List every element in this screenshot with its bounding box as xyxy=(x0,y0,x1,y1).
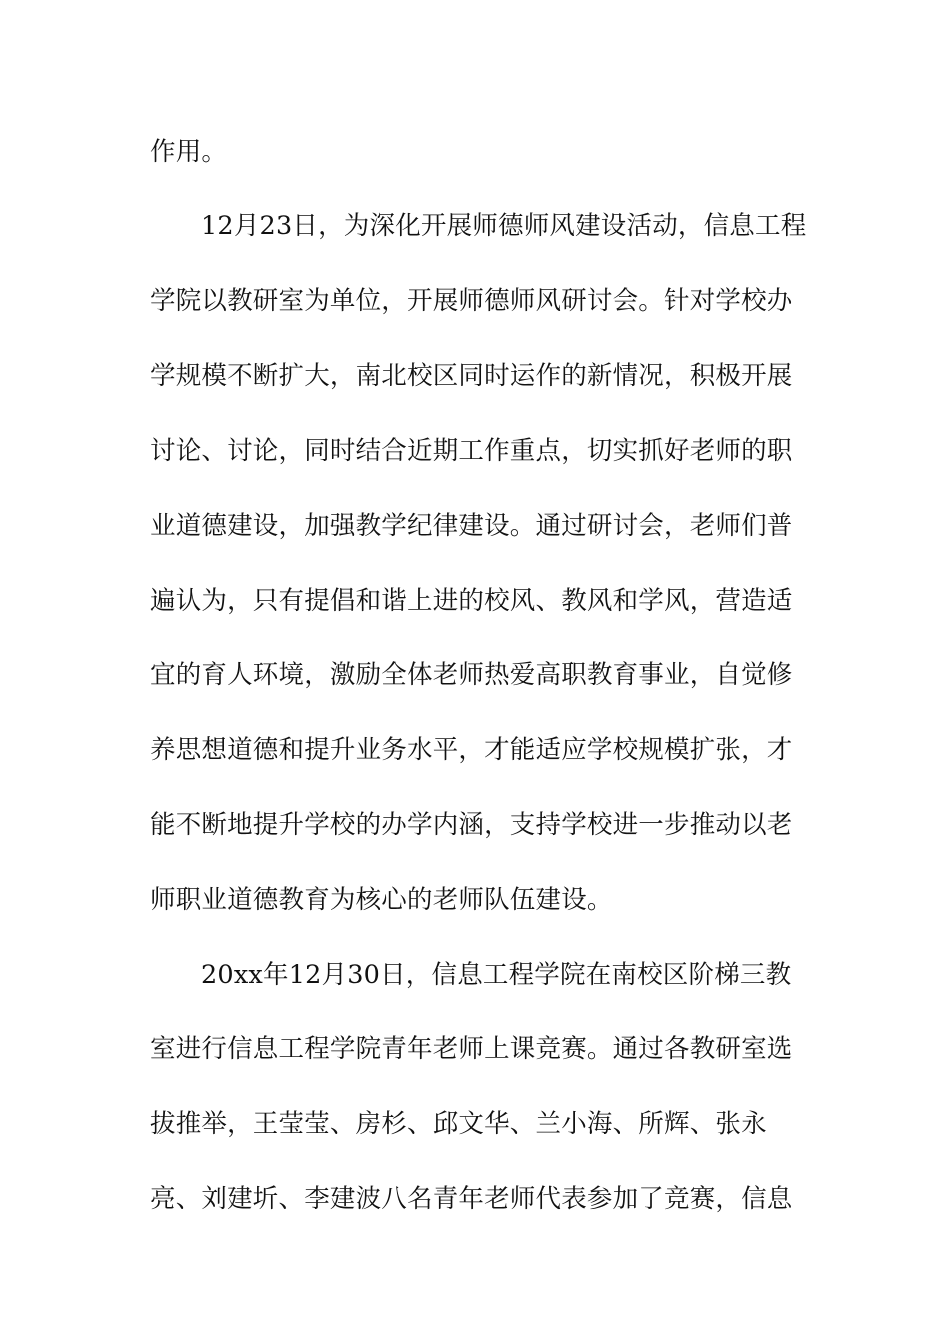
text-line: 学规模不断扩大，南北校区同时运作的新情况，积极开展 xyxy=(150,361,793,391)
text-line: 作用。 xyxy=(150,137,228,167)
text-line: 拔推举，王莹莹、房杉、邱文华、兰小海、所辉、张永 xyxy=(150,1109,767,1139)
paragraph-first-line: 12月23日，为深化开展师德师风建设活动，信息工程 xyxy=(201,211,807,241)
text-line: 室进行信息工程学院青年老师上课竞赛。通过各教研室选 xyxy=(150,1034,793,1064)
text-line: 师职业道德教育为核心的老师队伍建设。 xyxy=(150,885,613,915)
paragraph-first-line: 20xx年12月30日，信息工程学院在南校区阶梯三教 xyxy=(201,960,792,990)
text-line: 宜的育人环境，激励全体老师热爱高职教育事业，自觉修 xyxy=(150,660,793,690)
text-line: 能不断地提升学校的办学内涵，支持学校进一步推动以老 xyxy=(150,810,793,840)
text-line: 讨论、讨论，同时结合近期工作重点，切实抓好老师的职 xyxy=(150,436,793,466)
text-line: 养思想道德和提升业务水平，才能适应学校规模扩张，才 xyxy=(150,735,793,765)
text-line: 学院以教研室为单位，开展师德师风研讨会。针对学校办 xyxy=(150,286,793,316)
text-line: 业道德建设，加强教学纪律建设。通过研讨会，老师们普 xyxy=(150,511,793,541)
text-line: 遍认为，只有提倡和谐上进的校风、教风和学风，营造适 xyxy=(150,586,793,616)
text-line: 亮、刘建圻、李建波八名青年老师代表参加了竞赛，信息 xyxy=(150,1184,793,1214)
